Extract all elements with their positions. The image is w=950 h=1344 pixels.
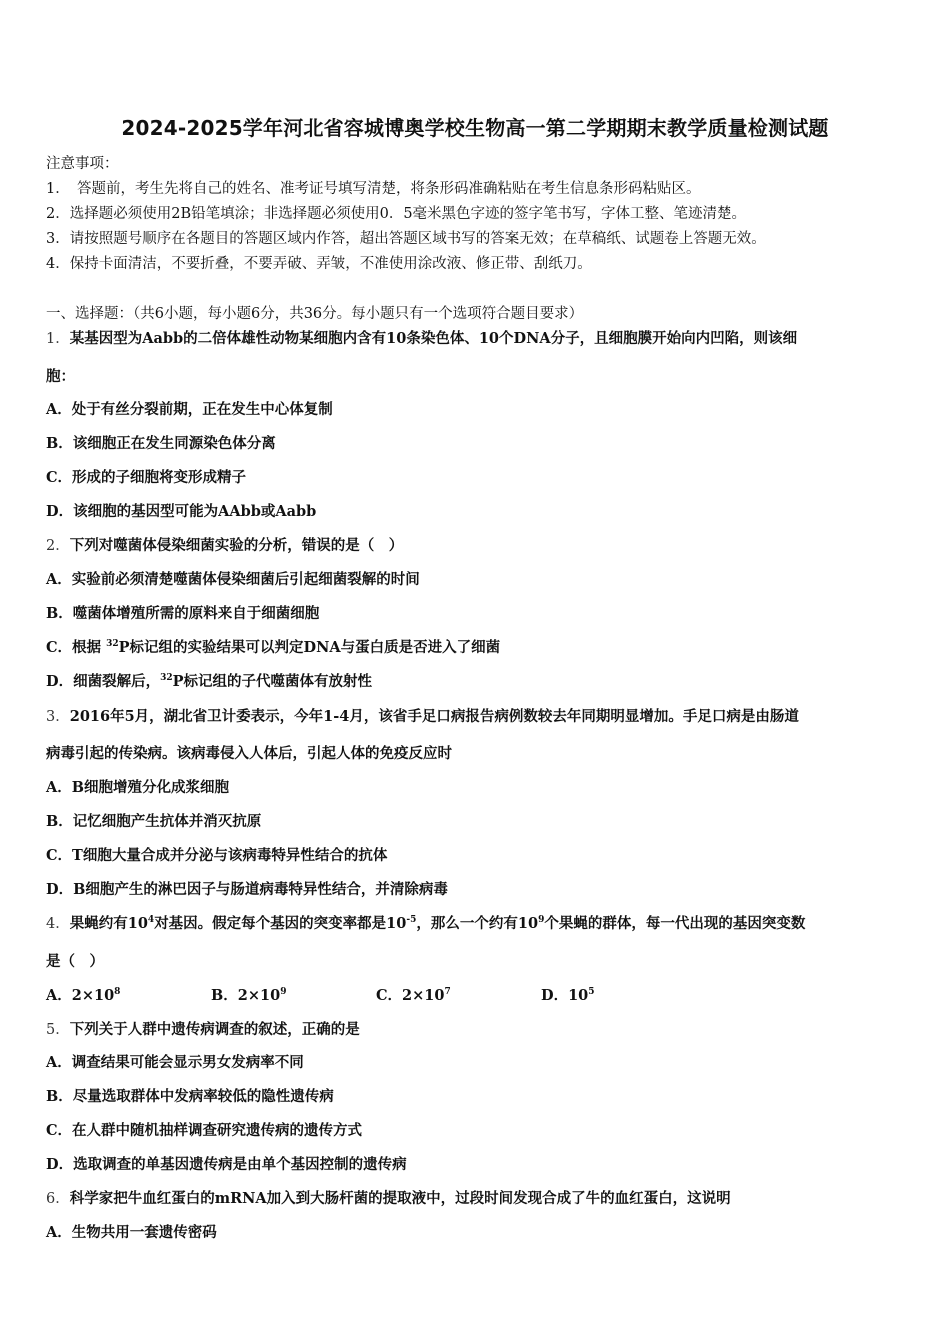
- question-5: [46, 1018, 360, 1039]
- question-1: [46, 327, 797, 348]
- question-stem: 个果蝇的群体，每一代出现的基因突变数: [544, 915, 806, 932]
- option-text: P标记组的子代噬菌体有放射性: [172, 673, 373, 690]
- option-text: B．2×10: [211, 987, 281, 1004]
- exponent: 4: [147, 915, 155, 925]
- option-b[interactable]: B．噬菌体增殖所需的原料来自于细菌细胞: [46, 605, 320, 622]
- option-a[interactable]: [46, 984, 120, 1005]
- notice-heading: 注意事项：: [46, 156, 119, 172]
- question-number: 3．: [46, 709, 70, 725]
- option-d[interactable]: D．B细胞产生的淋巴因子与肠道病毒特异性结合，并清除病毒: [46, 881, 448, 898]
- option-d[interactable]: [46, 670, 372, 691]
- exponent: -5: [406, 915, 417, 925]
- option-text: C．根据: [46, 639, 107, 656]
- isotope-superscript: 32: [106, 639, 119, 649]
- option-c[interactable]: C．在人群中随机抽样调查研究遗传病的遗传方式: [46, 1122, 363, 1139]
- exponent: 9: [538, 915, 545, 925]
- option-c[interactable]: C．T细胞大量合成并分泌与该病毒特异性结合的抗体: [46, 847, 388, 864]
- option-a[interactable]: A．处于有丝分裂前期，正在发生中心体复制: [46, 401, 333, 418]
- option-c[interactable]: [376, 984, 451, 1005]
- option-a[interactable]: A．实验前必须清楚噬菌体侵染细菌后引起细菌裂解的时间: [46, 571, 420, 588]
- option-d[interactable]: D．选取调查的单基因遗传病是由单个基因控制的遗传病: [46, 1156, 407, 1173]
- question-stem: 科学家把牛血红蛋白的mRNA加入到大肠杆菌的提取液中，过段时间发现合成了牛的血红蛋白，这说明: [69, 1190, 731, 1207]
- option-text: P标记组的实验结果可以判定DNA与蛋白质是否进入了细菌: [118, 639, 501, 656]
- option-d[interactable]: [541, 984, 595, 1005]
- question-number: 1．: [46, 331, 70, 347]
- question-stem: 2016年5月，湖北省卫计委表示，今年1-4月，该省手足口病报告病例数较去年同期明显增加。手足口病是由肠道: [69, 708, 799, 725]
- option-c[interactable]: C．形成的子细胞将变形成精子: [46, 469, 247, 486]
- option-b[interactable]: B．尽量选取群体中发病率较低的隐性遗传病: [46, 1088, 334, 1105]
- question-stem: 下列对噬菌体侵染细菌实验的分析，错误的是（ ）: [69, 537, 404, 554]
- option-b[interactable]: [211, 984, 286, 1005]
- option-text: D．10: [541, 987, 589, 1004]
- exponent: 7: [444, 987, 451, 997]
- notice-item: 3．请按照题号顺序在各题目的答题区域内作答，超出答题区域书写的答案无效；在草稿纸、试题卷上答题无效。: [46, 231, 766, 247]
- option-text: D．细菌裂解后，: [46, 673, 161, 690]
- question-stem: 对基因。假定每个基因的突变率都是10: [154, 915, 407, 932]
- question-number: 5．: [46, 1022, 70, 1038]
- option-c[interactable]: [46, 636, 500, 657]
- question-number: 6．: [46, 1191, 70, 1207]
- option-a[interactable]: A．B细胞增殖分化成浆细胞: [46, 779, 230, 796]
- exponent: 5: [588, 987, 595, 997]
- question-stem: 果蝇约有10: [69, 915, 148, 932]
- option-a[interactable]: A．调查结果可能会显示男女发病率不同: [46, 1054, 304, 1071]
- question-3: [46, 705, 799, 726]
- question-stem-cont: 胞：: [46, 368, 75, 385]
- question-number: 2．: [46, 538, 70, 554]
- question-stem: 下列关于人群中遗传病调查的叙述，正确的是: [69, 1021, 360, 1038]
- question-2: [46, 534, 403, 555]
- option-b[interactable]: B．记忆细胞产生抗体并消灭抗原: [46, 813, 262, 830]
- notice-item: 2．选择题必须使用2B铅笔填涂；非选择题必须使用0．5毫米黑色字迹的签字笔书写，字体工整、笔迹清楚。: [46, 206, 747, 222]
- notice-item: 1． 答题前，考生先将自己的姓名、准考证号填写清楚，将条形码准确粘贴在考生信息条形码粘贴区。: [46, 181, 701, 197]
- question-stem-cont: 是（ ）: [46, 953, 104, 970]
- option-text: C．2×10: [376, 987, 445, 1004]
- section-heading: 一、选择题：（共6小题，每小题6分，共36分。每小题只有一个选项符合题目要求）: [46, 306, 584, 322]
- notice-item: 4．保持卡面清洁，不要折叠，不要弄破、弄皱，不准使用涂改液、修正带、刮纸刀。: [46, 256, 592, 272]
- question-stem: 某基因型为Aabb的二倍体雄性动物某细胞内含有10条染色体、10个DNA分子，且细胞膜开始向内凹陷，则该细: [69, 330, 798, 347]
- isotope-superscript: 32: [160, 673, 173, 683]
- option-b[interactable]: B．该细胞正在发生同源染色体分离: [46, 435, 276, 452]
- question-6: [46, 1187, 731, 1208]
- exponent: 9: [280, 987, 287, 997]
- question-4: [46, 912, 805, 933]
- question-stem: ，那么一个约有10: [416, 915, 539, 932]
- question-number: 4．: [46, 916, 70, 932]
- option-text: A．2×10: [46, 987, 115, 1004]
- exam-title: 2024-2025学年河北省容城博奥学校生物高一第二学期期末教学质量检测试题: [121, 116, 829, 140]
- question-stem-cont: 病毒引起的传染病。该病毒侵入人体后，引起人体的免疫反应时: [46, 745, 452, 762]
- exponent: 8: [114, 987, 121, 997]
- option-d[interactable]: D．该细胞的基因型可能为AAbb或Aabb: [46, 503, 317, 520]
- option-a[interactable]: A．生物共用一套遗传密码: [46, 1224, 217, 1241]
